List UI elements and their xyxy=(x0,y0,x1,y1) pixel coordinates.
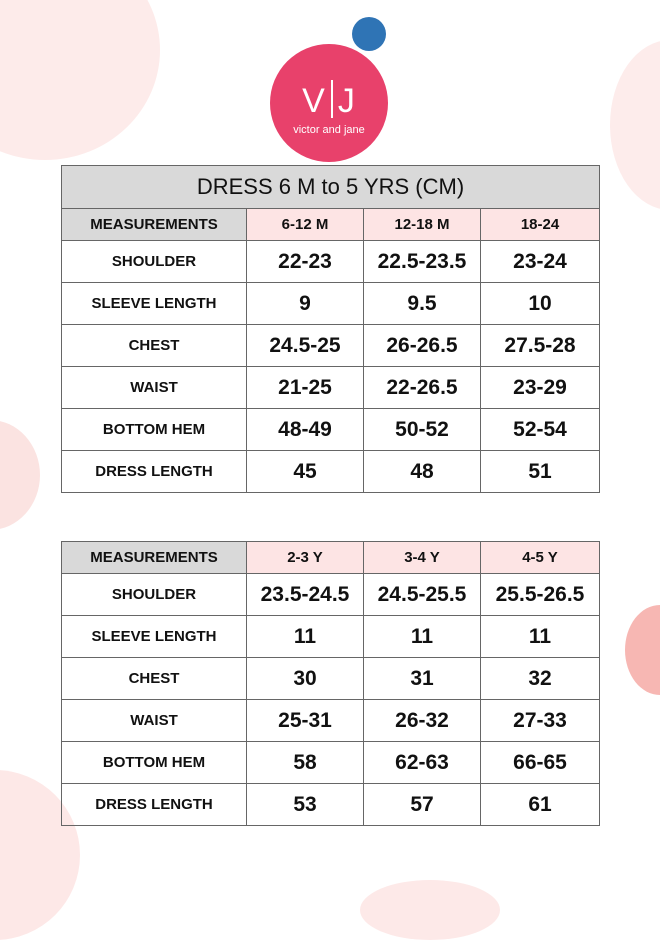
cell-value: 51 xyxy=(481,451,600,493)
row-label: WAIST xyxy=(62,367,247,409)
cell-value: 30 xyxy=(247,658,364,700)
row-label: BOTTOM HEM xyxy=(62,409,247,451)
table-row xyxy=(62,574,600,616)
cell-value: 11 xyxy=(247,616,364,658)
cell-value: 22.5-23.5 xyxy=(364,241,481,283)
table-row xyxy=(62,283,600,325)
cell-value: 52-54 xyxy=(481,409,600,451)
decor-blob xyxy=(0,0,160,160)
cell-value: 22-26.5 xyxy=(364,367,481,409)
row-label: BOTTOM HEM xyxy=(62,742,247,784)
cell-value: 23-24 xyxy=(481,241,600,283)
header-size: 18-24 xyxy=(481,209,600,241)
cell-value: 24.5-25 xyxy=(247,325,364,367)
cell-value: 62-63 xyxy=(364,742,481,784)
table-row xyxy=(62,616,600,658)
cell-value: 53 xyxy=(247,784,364,826)
row-label: SHOULDER xyxy=(62,574,247,616)
row-label: DRESS LENGTH xyxy=(62,451,247,493)
table-row xyxy=(62,784,600,826)
table-row xyxy=(62,367,600,409)
brand-name: victor and jane xyxy=(293,124,365,136)
header-size: 2-3 Y xyxy=(247,542,364,574)
header-measurements: MEASUREMENTS xyxy=(62,542,247,574)
cell-value: 25-31 xyxy=(247,700,364,742)
cell-value: 50-52 xyxy=(364,409,481,451)
cell-value: 25.5-26.5 xyxy=(481,574,600,616)
cell-value: 66-65 xyxy=(481,742,600,784)
decor-blob xyxy=(625,605,660,695)
cell-value: 26-26.5 xyxy=(364,325,481,367)
row-label: DRESS LENGTH xyxy=(62,784,247,826)
cell-value: 61 xyxy=(481,784,600,826)
row-label: CHEST xyxy=(62,325,247,367)
table-row xyxy=(62,241,600,283)
cell-value: 21-25 xyxy=(247,367,364,409)
cell-value: 23-29 xyxy=(481,367,600,409)
header-size: 3-4 Y xyxy=(364,542,481,574)
header-row xyxy=(62,209,600,241)
table-title: DRESS 6 M to 5 YRS (CM) xyxy=(62,166,600,209)
cell-value: 57 xyxy=(364,784,481,826)
table-row xyxy=(62,409,600,451)
cell-value: 9.5 xyxy=(364,283,481,325)
cell-value: 31 xyxy=(364,658,481,700)
cell-value: 58 xyxy=(247,742,364,784)
row-label: SHOULDER xyxy=(62,241,247,283)
logo-monogram: V J xyxy=(302,82,356,120)
brand-logo xyxy=(270,22,390,142)
size-table-years xyxy=(61,541,600,826)
cell-value: 9 xyxy=(247,283,364,325)
header-size: 6-12 M xyxy=(247,209,364,241)
header-row xyxy=(62,542,600,574)
header-size: 4-5 Y xyxy=(481,542,600,574)
decor-blob xyxy=(610,40,660,210)
row-label: SLEEVE LENGTH xyxy=(62,283,247,325)
cell-value: 10 xyxy=(481,283,600,325)
cell-value: 27.5-28 xyxy=(481,325,600,367)
cell-value: 11 xyxy=(364,616,481,658)
table-row xyxy=(62,658,600,700)
cell-value: 48-49 xyxy=(247,409,364,451)
decor-blob xyxy=(360,880,500,940)
table-row xyxy=(62,325,600,367)
cell-value: 32 xyxy=(481,658,600,700)
cell-value: 45 xyxy=(247,451,364,493)
cell-value: 23.5-24.5 xyxy=(247,574,364,616)
cell-value: 24.5-25.5 xyxy=(364,574,481,616)
size-table-months xyxy=(61,165,600,493)
decor-blob xyxy=(0,420,40,530)
cell-value: 22-23 xyxy=(247,241,364,283)
row-label: SLEEVE LENGTH xyxy=(62,616,247,658)
cell-value: 11 xyxy=(481,616,600,658)
header-size: 12-18 M xyxy=(364,209,481,241)
logo-dot xyxy=(352,17,386,51)
row-label: WAIST xyxy=(62,700,247,742)
cell-value: 48 xyxy=(364,451,481,493)
cell-value: 26-32 xyxy=(364,700,481,742)
row-label: CHEST xyxy=(62,658,247,700)
header-measurements: MEASUREMENTS xyxy=(62,209,247,241)
table-row xyxy=(62,451,600,493)
table-row xyxy=(62,742,600,784)
table-row xyxy=(62,700,600,742)
cell-value: 27-33 xyxy=(481,700,600,742)
